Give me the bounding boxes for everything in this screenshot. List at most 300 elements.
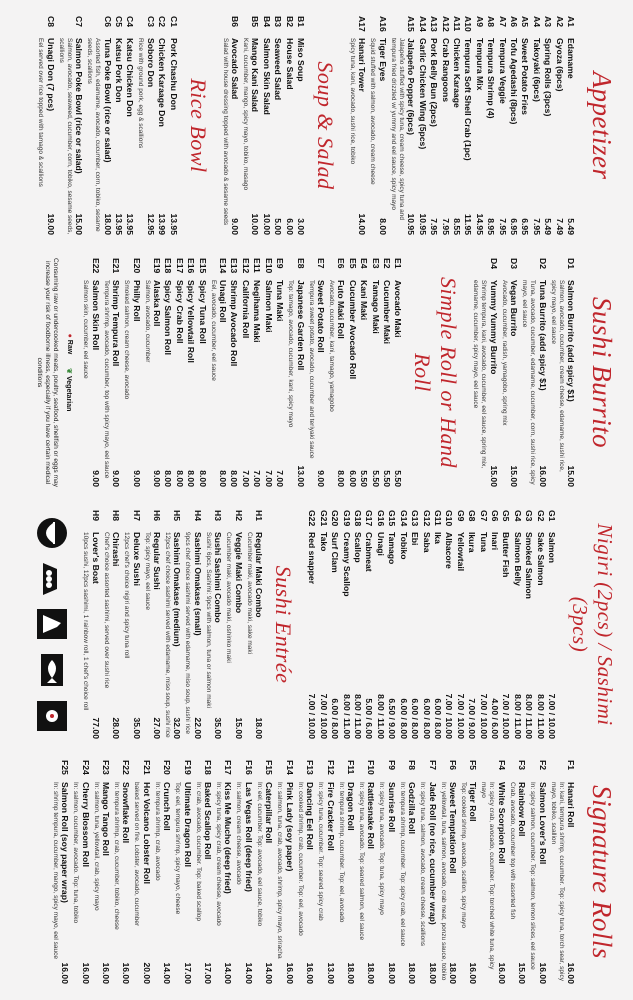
item-code: E1 [393, 258, 404, 269]
item-code: G12 [421, 510, 432, 527]
item-name: Pink Lady (soy paper) [284, 782, 295, 872]
item-name: Kani Maki [359, 280, 370, 321]
menu-item-e6 [335, 258, 346, 487]
item-price: 7.95 [531, 218, 542, 235]
menu-item-d3 [508, 258, 519, 487]
item-code: F20 [162, 760, 173, 775]
menu-item-a2 [553, 16, 564, 235]
item-description: Spicy tuna, kani, avocado, sushi rice, tobiko [349, 38, 357, 165]
item-name: Surf Clam [330, 532, 341, 573]
item-name: Red snapper [307, 532, 318, 585]
item-code: A6 [508, 16, 519, 27]
menu-item-e4 [358, 258, 369, 487]
item-code: B1 [296, 16, 307, 27]
item-code: A1 [566, 16, 576, 27]
menu-item-b5 [249, 16, 260, 235]
item-price: 9.00 [90, 470, 101, 487]
item-code: F19 [182, 760, 193, 775]
sushi-entree-title: Sushi Entrée [271, 565, 297, 684]
item-description: In: salmon, cucumber, avocado. Top: tuna, tobiko [72, 782, 80, 924]
item-code: E20 [131, 258, 142, 274]
item-code: F16 [243, 760, 254, 775]
item-price: 8.95 [486, 218, 497, 235]
item-name: Tofu Agedashi (8pcs) [508, 38, 519, 125]
item-code: F6 [447, 760, 458, 771]
menu-item-f8 [406, 760, 417, 984]
item-code: G16 [375, 510, 386, 527]
item-code: G22 [307, 510, 318, 527]
item-name: Soboro Don [145, 38, 156, 88]
menu-item-e11 [251, 258, 262, 487]
menu-item-g14 [397, 510, 408, 739]
menu-item-g4 [511, 510, 522, 739]
item-description: 12pcs chef choice sashimi served with edamame, miso soup, sushi rice [164, 532, 172, 738]
item-price: 8.00 [186, 470, 197, 487]
item-code: F11 [345, 760, 356, 775]
item-code: A5 [520, 16, 531, 27]
item-name: Tuna Maki [275, 280, 286, 322]
item-name: Lover's Boat [90, 532, 101, 584]
item-price: 8.00 [218, 470, 229, 487]
item-name: Sweet Temptation Roll [447, 782, 458, 874]
menu-item-f1 [565, 760, 576, 984]
menu-item-f24 [79, 760, 90, 984]
item-code: G17 [364, 510, 375, 527]
column-burrito-simple [0, 250, 633, 495]
item-code: D4 [488, 258, 499, 269]
item-price: 8.00 / 11.00 [512, 694, 523, 739]
menu-item-e15 [196, 258, 207, 487]
item-name: Salmon Poke Bowl (rice or salad) [74, 38, 85, 174]
item-description: In: salmon, tuna, yellowtail, crab, spicy mayo [92, 782, 100, 911]
item-description: Cucumber maki, avocado maki, oshinko maki [225, 532, 233, 663]
item-name: Unagi Don (7 pcs) [45, 38, 56, 112]
menu-item-g3 [523, 510, 534, 739]
item-name: Inari [489, 532, 500, 551]
item-price: 18.00 [407, 962, 418, 984]
item-price: 18.00 [366, 962, 377, 984]
item-code: E2 [381, 258, 392, 269]
item-description: Eel, avocado, cucumber, eel sauce [209, 280, 217, 381]
legend-raw-label: Raw [66, 339, 74, 355]
item-name: Tobiko [398, 532, 409, 560]
item-description: Sushi: 6pcs, Sashimi: 9pcs with salmon, tuna or salmon maki [204, 532, 212, 708]
item-price: 7.49 [554, 218, 565, 235]
menu-item-e12 [240, 258, 251, 487]
item-price: 5.00 [273, 218, 284, 235]
item-name: Alaska Roll [152, 280, 163, 327]
item-code: A12 [440, 16, 451, 32]
item-code: D1 [566, 258, 576, 269]
item-code: E19 [152, 258, 163, 274]
item-name: Chicken Karaage [451, 38, 462, 108]
item-code: G7 [478, 510, 489, 522]
item-name: White Scorpion Roll [496, 782, 507, 864]
item-description: Smoked salmon, cream cheese, avocado [123, 280, 131, 400]
item-price: 10.00 [261, 213, 272, 235]
item-name: Caterpillar Roll [264, 782, 275, 844]
item-price: 13.00 [295, 465, 306, 487]
item-price: 16.00 [537, 962, 548, 984]
item-name: Jade Roll (no rice, cucumber wrap) [427, 782, 438, 925]
item-name: Hanari Tower [357, 38, 368, 92]
item-code: E5 [347, 258, 358, 269]
menu-item-f10 [365, 760, 376, 984]
menu-item-h1 [253, 510, 264, 739]
menu-item-c6 [101, 16, 112, 235]
item-code: H8 [111, 510, 122, 521]
item-description: Cucumber maki, avocado maki, sake maki [245, 532, 253, 655]
menu-item-f22 [120, 760, 131, 984]
item-name: Sashimi Omakase (small) [192, 532, 203, 636]
item-code: G9 [455, 510, 466, 522]
item-description: Salad with house dressing topped with avocado & sesame seeds [221, 38, 229, 226]
item-price: 7.95 [429, 218, 440, 235]
item-price: 16.00 [60, 962, 71, 984]
item-code: E22 [90, 258, 101, 274]
item-name: Cherry Blossom Roll [80, 782, 91, 868]
item-name: Chirashi [111, 532, 122, 567]
item-name: Spicy Crab Roll [174, 280, 185, 344]
item-name: Salmon Skin Salad [261, 38, 272, 115]
item-code: A2 [554, 16, 565, 27]
menu-item-h5 [171, 510, 182, 739]
item-price: 16.00 [305, 962, 316, 984]
item-code: B4 [261, 16, 272, 27]
menu-item-e17 [173, 258, 184, 487]
menu-item-a10 [462, 16, 473, 235]
item-code: H6 [152, 510, 163, 521]
menu-item-b1 [295, 16, 306, 235]
item-code: E7 [315, 258, 326, 269]
item-price: 20.00 [141, 962, 152, 984]
menu-item-h2 [232, 510, 243, 739]
item-name: Ebi [410, 532, 421, 546]
item-name: Sake Salmon [535, 532, 546, 586]
item-code: G11 [432, 510, 443, 526]
item-price: 14.00 [162, 962, 173, 984]
item-name: Pork Chashu Don [168, 38, 179, 111]
item-code: F3 [517, 760, 528, 771]
item-code: B6 [230, 16, 241, 27]
item-code: E3 [370, 258, 381, 269]
item-name: Tako [318, 532, 329, 552]
menu-item-g5 [500, 510, 511, 739]
item-price: 8.00 [174, 470, 185, 487]
item-name: Miso Soup [296, 38, 307, 82]
item-description: In: tempura shrimp, cucumber. Top: spicy crab, eel sauce [398, 782, 406, 947]
item-name: Regular Maki Combo [254, 532, 265, 618]
item-code: G20 [330, 510, 341, 527]
item-price: 6.00 [284, 218, 295, 235]
item-price: 18.00 [427, 962, 438, 984]
item-code: A3 [543, 16, 554, 27]
item-description: In: crab, avocado, cucumber. Top: baked scallop [194, 782, 202, 921]
item-description: In: tempura shrimp, cucumber. Top: eel, avocado [337, 782, 345, 923]
item-description: Kani, cucumber, mango, spicy mayo, tobiko, masago [242, 38, 250, 191]
nigiri-list [306, 510, 557, 739]
item-price: 16.00 [121, 962, 132, 984]
menu-item-a9 [473, 16, 484, 235]
menu-item-c7 [73, 16, 84, 235]
item-code: C2 [157, 16, 168, 27]
item-price: 9.00 [131, 470, 142, 487]
item-description: In: salmon, cream cheese, avocado [235, 782, 243, 885]
item-name: Fire Cracker Roll [325, 782, 336, 851]
item-name: Garlic Chicken Wing (5pcs) [417, 38, 428, 150]
item-name: House Salad [284, 38, 295, 90]
sushi-burrito-list [471, 258, 576, 487]
item-name: Futo Maki Roll [336, 280, 347, 339]
item-price: 6.00 [347, 470, 358, 487]
item-code: C5 [114, 16, 125, 27]
menu-item-g20 [329, 510, 340, 739]
menu-item-g22 [306, 510, 317, 739]
menu-item-a3 [542, 16, 553, 235]
menu-item-f23 [100, 760, 111, 984]
item-price: 15.00 [509, 465, 520, 487]
menu-item-c3 [144, 16, 155, 235]
item-name: Baked Scallop Roll [203, 782, 214, 860]
item-price: 15.00 [74, 213, 85, 235]
item-code: F13 [305, 760, 316, 775]
menu-item-e20 [130, 258, 141, 487]
menu-item-a6 [508, 16, 519, 235]
menu-item-a11 [451, 16, 462, 235]
item-price: 35.00 [131, 717, 142, 739]
menu-item-g12 [420, 510, 431, 739]
item-code: A14 [417, 16, 428, 32]
item-code: F25 [60, 760, 71, 775]
item-code: G6 [489, 510, 500, 522]
item-code: G15 [387, 510, 398, 527]
item-code: G3 [524, 510, 535, 522]
menu-item-e22 [89, 258, 100, 487]
item-price: 16.00 [468, 962, 479, 984]
item-code: E6 [336, 258, 347, 269]
item-name: Ika [432, 532, 443, 544]
item-price: 27.00 [152, 717, 163, 739]
item-name: Creamy Scallop [341, 532, 352, 597]
item-code: B5 [250, 16, 261, 27]
menu-item-f2 [536, 760, 547, 984]
item-code: E8 [295, 258, 306, 269]
item-code: F4 [496, 760, 507, 771]
menu-item-d4 [487, 258, 498, 487]
item-description: Top: cooked shrimp, avocado, scallion, spicy mayo [459, 782, 467, 928]
item-price: 15.00 [488, 465, 499, 487]
item-description: In: tempura shrimp, crab, cucumber, tobiko, cheese [113, 782, 121, 930]
menu-item-a12 [439, 16, 450, 235]
item-price: 7.95 [497, 218, 508, 235]
chef-icon [33, 605, 71, 643]
item-code: G10 [444, 510, 455, 527]
item-code: A10 [463, 16, 474, 32]
signature-title: Signature Rolls [587, 785, 617, 959]
item-price: 14.00 [264, 962, 275, 984]
item-description: Top: tamago, avocado, cucumber, kani, spicy mayo [287, 280, 295, 428]
item-code: A4 [531, 16, 542, 27]
item-name: Hot Volcano Lobster Roll [141, 782, 152, 885]
item-name: Sashimi Omakase (medium) [172, 532, 183, 647]
item-name: Cucumber Avocado Roll [347, 280, 358, 380]
menu-item-g13 [409, 510, 420, 739]
item-description: Top: spicy mayo, eel sauce [143, 532, 151, 611]
menu-item-b2 [283, 16, 294, 235]
menu-item-e2 [381, 258, 392, 487]
item-name: Philly Roll [131, 280, 142, 322]
item-price: 5.00 / 6.00 [364, 698, 375, 739]
item-code: F12 [325, 760, 336, 775]
menu-item-f17 [222, 760, 233, 984]
item-name: Katsu Chicken Don [125, 38, 136, 117]
menu-item-h6 [151, 510, 162, 739]
item-price: 7.00 / 10.00 [501, 693, 512, 739]
item-code: G4 [512, 510, 523, 522]
item-name: Dragon Roll [345, 782, 356, 831]
item-code: A16 [377, 16, 388, 32]
item-price: 6.95 [520, 218, 531, 235]
menu-item-g11 [432, 510, 443, 739]
item-price: 12.95 [145, 213, 156, 235]
item-code: F22 [121, 760, 132, 775]
item-price: 11.95 [463, 213, 474, 235]
item-price: 7.00 [275, 470, 286, 487]
item-name: Avocado Salad [230, 38, 241, 100]
item-name: Saba [421, 532, 432, 553]
item-code: A9 [474, 16, 485, 27]
item-price: 8.00 [377, 218, 388, 235]
item-name: Jalapeño Popper (6pcs) [406, 38, 417, 135]
menu-item-a1 [565, 16, 576, 235]
item-description: 9pcs chef choice sashimi served with edamame, miso soup, sushi rice [184, 532, 192, 734]
item-price: 6.00 / 8.00 [421, 698, 432, 739]
item-price: 13.00 [325, 962, 336, 984]
menu-item-a8 [485, 16, 496, 235]
menu-item-f14 [283, 760, 294, 984]
item-price: 9.00 [152, 470, 163, 487]
item-description: In: spicy tuna, avocado. Top: seared salmon, eel sauce [357, 782, 365, 941]
item-price: 8.00 / 11.00 [535, 694, 546, 739]
menu-item-g9 [454, 510, 465, 739]
item-price: 14.00 [357, 213, 368, 235]
menu-item-f18 [202, 760, 213, 984]
menu-item-e21 [110, 258, 121, 487]
item-price: 16.00 [496, 962, 507, 984]
item-code: D3 [509, 258, 520, 269]
item-name: Yummy Yummy Burrito [488, 280, 499, 375]
item-price: 7.00 [252, 470, 263, 487]
item-price: 18.00 [345, 962, 356, 984]
item-price: 8.00 [163, 470, 174, 487]
item-description: In: cooked shrimp, crab, cucumber. Top: eel, avocado [296, 782, 304, 936]
item-name: Tamago [387, 532, 398, 565]
menu-item-f5 [467, 760, 478, 984]
item-code: E4 [359, 258, 370, 269]
menu-item-e14 [217, 258, 228, 487]
item-code: F23 [101, 760, 112, 775]
item-name: Albacore [444, 532, 455, 569]
menu-item-b3 [272, 16, 283, 235]
item-price: 10.00 [250, 213, 261, 235]
menu-item-c2 [156, 16, 167, 235]
item-name: Chicken Karaage Don [157, 38, 168, 127]
item-price: 5.49 [566, 218, 576, 235]
item-name: Rainbow Roll [517, 782, 528, 837]
simple-roll-title: Simple Roll or Hand Roll [410, 277, 462, 468]
item-price: 28.00 [111, 717, 122, 739]
item-code: E9 [275, 258, 286, 269]
item-code: E16 [186, 258, 197, 274]
item-description: Squid stuffed with salmon, avocado, cream cheese [369, 38, 377, 185]
appetizer-title: Appetizer [587, 71, 617, 180]
item-name: Crabmeat [364, 532, 375, 572]
item-name: Seaweed Salad [273, 38, 284, 101]
item-price: 15.00 [233, 717, 244, 739]
item-description: In: spicy tuna, cucumber. Top: seared spicy crab [317, 782, 325, 921]
item-description: 10pcs sushi, 12pcs sashimi, 1 rainbow roll, 1 chef's choice roll [82, 532, 90, 711]
item-name: Yellowtail [455, 532, 466, 572]
menu-item-c5 [113, 16, 124, 235]
item-name: Unagi Roll [218, 280, 229, 323]
item-name: Cucumber Maki [381, 280, 392, 344]
item-name: Sunrise Roll [386, 782, 397, 833]
item-code: A11 [451, 16, 462, 32]
item-name: Spicy Salmon Roll [163, 280, 174, 355]
item-description: Top: eel, tempura shrimp, spicy mayo, cheese [174, 782, 182, 915]
menu-item-a15 [405, 16, 416, 235]
item-name: Avocado Maki [393, 280, 404, 338]
item-code: E12 [240, 258, 251, 274]
item-description: Salmon, avocado, cucumber [143, 280, 151, 363]
item-code: A8 [486, 16, 497, 27]
item-name: Hanari Roll [566, 782, 576, 828]
item-description: Assorted fish, edamame, avocado, cucumber, corn, tobiko, sesame seeds, scallions [86, 38, 102, 232]
leaf-icon: ❦ [65, 368, 73, 375]
item-code: H3 [213, 510, 224, 521]
cherry-blossom-icon [33, 697, 71, 735]
item-code: G19 [341, 510, 352, 527]
item-name: Gyoza (6pcs) [554, 38, 565, 92]
item-name: Snowflake Roll [121, 782, 132, 844]
item-price: 7.00 / 10.00 [318, 693, 329, 739]
legend-raw [65, 334, 73, 355]
item-description: In: shrimp tempura, cucumber, mango, spicy mayo, eel sauce [51, 782, 59, 960]
item-code: C3 [145, 16, 156, 27]
menu-item-c1 [167, 16, 178, 235]
menu-item-f9 [385, 760, 396, 984]
rice-bowl-list [36, 16, 178, 235]
menu-item-f6 [447, 760, 458, 984]
raw-icon: ● [66, 333, 74, 338]
menu-item-e10 [262, 258, 273, 487]
item-name: Las Vegas Roll (deep fried) [243, 782, 254, 892]
item-name: Tamago Maki [370, 280, 381, 334]
soup-salad-list [221, 16, 306, 235]
menu-item-f16 [243, 760, 254, 984]
menu-item-g21 [317, 510, 328, 739]
menu-item-a5 [519, 16, 530, 235]
item-name: Regular Sushi [152, 532, 163, 590]
item-description: Rice with ground pork, egg & scallions [137, 38, 145, 149]
menu-item-f13 [304, 760, 315, 984]
item-name: Tempura Mix [474, 38, 485, 91]
item-code: F8 [407, 760, 418, 771]
menu-item-a13 [428, 16, 439, 235]
item-price: 35.00 [213, 717, 224, 739]
menu-item-f4 [495, 760, 506, 984]
item-name: Crab Rangoons [440, 38, 451, 102]
